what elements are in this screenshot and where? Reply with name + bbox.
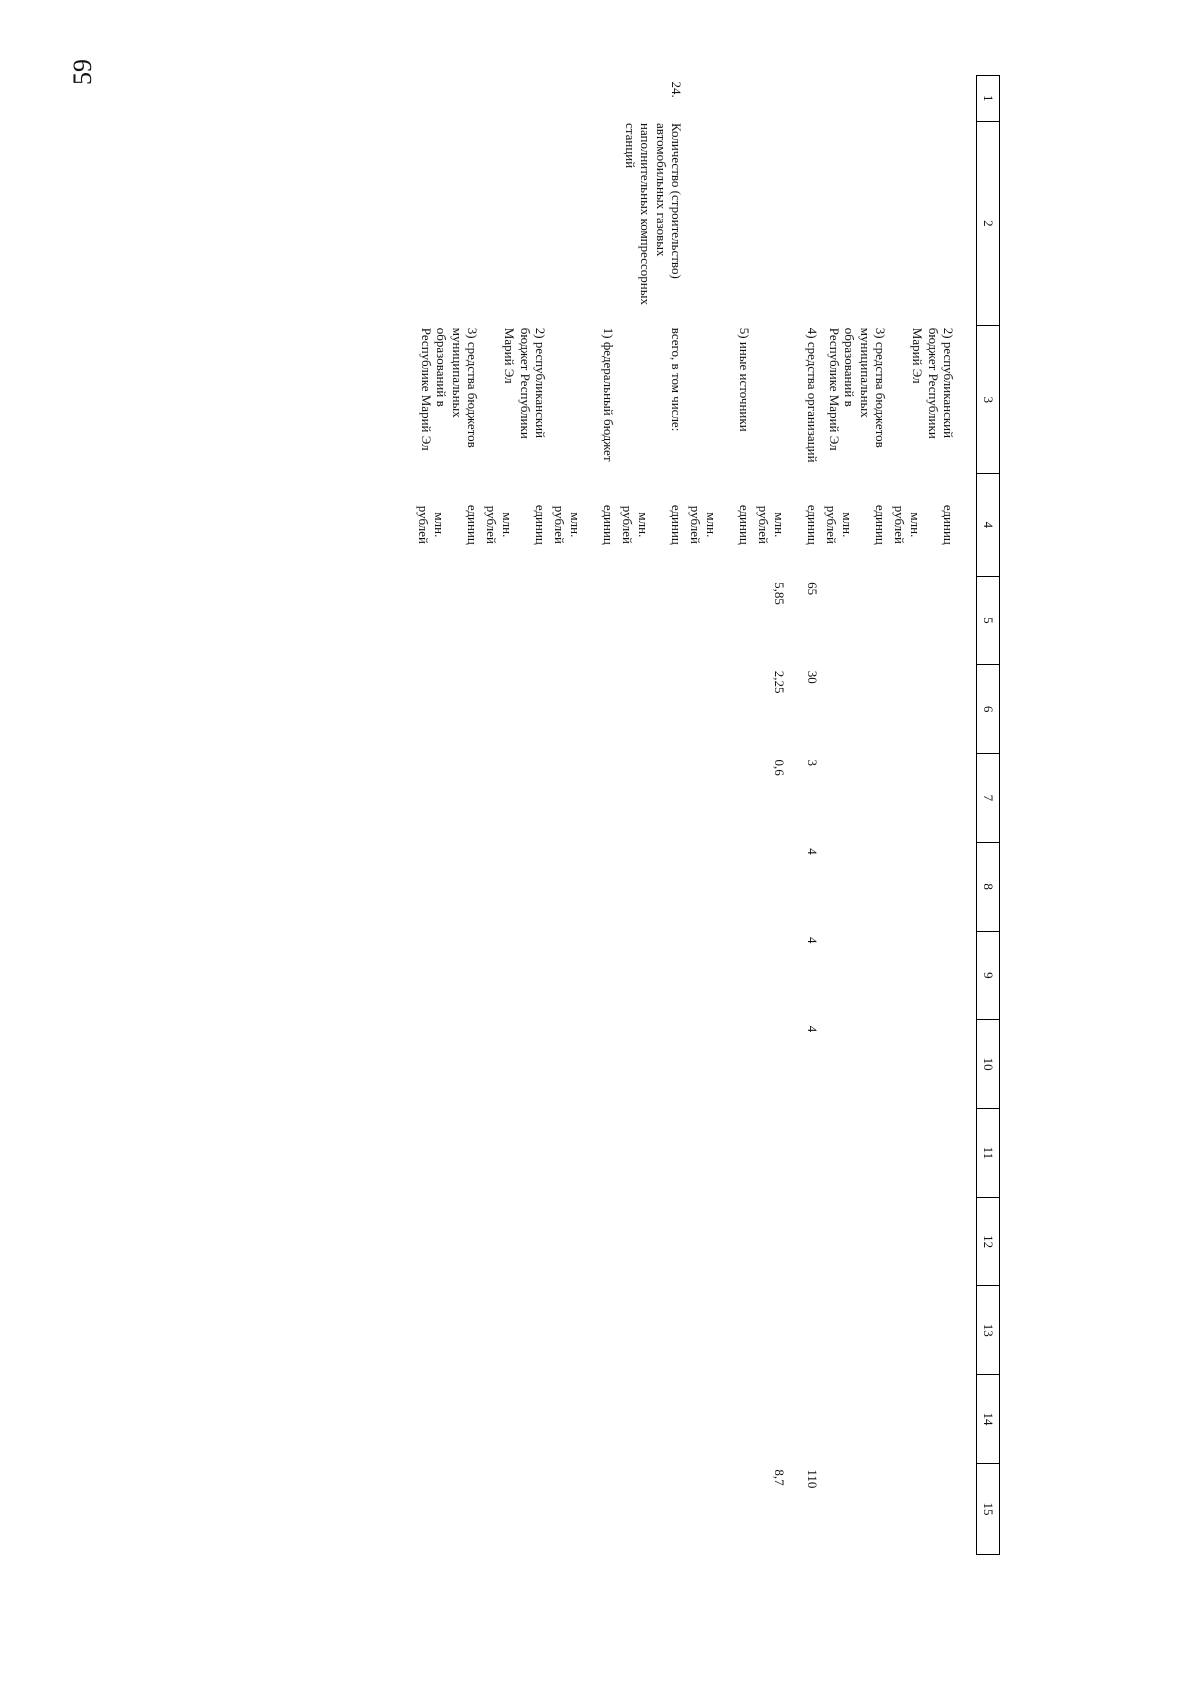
value-col-6 [482,665,550,754]
value-col-13 [550,1286,618,1375]
value-col-14 [754,1375,822,1464]
row-number [618,76,686,122]
value-col-12 [618,1197,686,1286]
value-col-12 [686,1197,754,1286]
row-number-value: 24. [669,81,685,98]
funding-source-value: 1) федеральный бюджет [601,327,617,462]
unit-of-measure-value: единиц [533,504,549,545]
value-col-12 [414,1197,482,1286]
value-col-14 [686,1375,754,1464]
value-col-9 [890,931,958,1020]
value-col-8 [754,842,822,931]
unit-of-measure-mln-value: млн. рублей [892,505,923,544]
value-col-6 [686,665,754,754]
value-col-13 [686,1286,754,1375]
value-col-5 [822,576,890,665]
value-col-7-value: 3 [805,759,821,767]
value-col-15 [414,1463,482,1554]
value-col-9 [822,931,890,1020]
value-col-7 [414,754,482,843]
value-col-13 [822,1286,890,1375]
unit-of-measure-mln-value: млн. рублей [552,505,583,544]
indicator-name [414,121,482,326]
value-col-6 [754,665,822,754]
unit-of-measure [822,474,890,576]
column-number-10: 10 [977,1020,1000,1109]
value-col-14 [550,1375,618,1464]
value-col-15-mln-value: 8,7 [771,1469,787,1486]
value-col-14 [482,1375,550,1464]
value-col-6-value: 30 [805,670,821,684]
indicator-name [822,121,890,326]
table-row [890,76,958,1555]
value-col-12 [550,1197,618,1286]
unit-of-measure-mln-value: млн. рублей [416,505,447,544]
value-col-8 [822,842,890,931]
value-col-7 [482,754,550,843]
value-col-9 [550,931,618,1020]
table-row [754,76,822,1555]
value-col-12 [754,1197,822,1286]
funding-source [414,326,482,474]
value-col-13 [618,1286,686,1375]
value-col-6 [822,665,890,754]
funding-source [890,326,958,474]
value-col-6 [414,665,482,754]
value-col-14 [618,1375,686,1464]
funding-source [482,326,550,474]
row-number [822,76,890,122]
value-col-15 [890,1463,958,1554]
value-col-11 [550,1108,618,1197]
unit-of-measure-mln-value: млн. рублей [756,505,787,544]
value-col-9 [482,931,550,1020]
column-number-header [977,76,1000,1555]
value-col-7 [550,754,618,843]
indicators-table [414,75,1000,1555]
indicator-name [686,121,754,326]
value-col-11 [618,1108,686,1197]
table-row [822,76,890,1555]
indicator-name [754,121,822,326]
value-col-7-mln-value: 0,6 [771,759,787,776]
unit-of-measure-mln-value: млн. рублей [620,505,651,544]
table-body [414,76,976,1555]
value-col-10 [618,1020,686,1109]
table-row [550,76,618,1555]
value-col-6-mln-value: 2,25 [771,670,787,694]
unit-of-measure [414,474,482,576]
value-col-14 [890,1375,958,1464]
row-number [482,76,550,122]
indicator-name [550,121,618,326]
funding-source [618,326,686,474]
column-number-12: 12 [977,1197,1000,1286]
value-col-5 [414,576,482,665]
value-col-7 [890,754,958,843]
value-col-10-value: 4 [805,1025,821,1033]
value-col-5-value: 65 [805,582,821,596]
value-col-7 [754,754,822,843]
value-col-8 [686,842,754,931]
funding-source-value: 5) иные источники [737,327,753,432]
value-col-13 [482,1286,550,1375]
unit-of-measure-value: единиц [941,504,956,545]
value-col-5 [754,576,822,665]
value-col-9 [754,931,822,1020]
value-col-15 [822,1463,890,1554]
value-col-6 [550,665,618,754]
column-number-6: 6 [977,665,1000,754]
column-number-2: 2 [977,121,1000,326]
spacer-row [958,76,977,1555]
table-row [618,76,686,1555]
funding-source-value: всего, в том числе: [669,327,685,432]
funding-source-value: 2) республиканский бюджет Республики Марий Эл [502,327,549,439]
column-number-11: 11 [977,1108,1000,1197]
value-col-10 [754,1020,822,1109]
row-number [686,76,754,122]
unit-of-measure-value: единиц [805,504,821,545]
value-col-11 [414,1108,482,1197]
column-number-1: 1 [977,76,1000,122]
value-col-15 [618,1463,686,1554]
column-number-7: 7 [977,754,1000,843]
value-col-5 [550,576,618,665]
value-col-14 [414,1375,482,1464]
funding-source [686,326,754,474]
value-col-15 [686,1463,754,1554]
value-col-8 [618,842,686,931]
value-col-13 [754,1286,822,1375]
column-number-15: 15 [977,1463,1000,1554]
value-col-11 [686,1108,754,1197]
unit-of-measure-mln-value: млн. рублей [688,505,719,544]
row-number [550,76,618,122]
value-col-6 [618,665,686,754]
unit-of-measure-value: единиц [465,504,481,545]
indicator-name [618,121,686,326]
value-col-13 [890,1286,958,1375]
value-col-9 [686,931,754,1020]
rotated-table-sheet [200,75,1000,1555]
column-number-8: 8 [977,842,1000,931]
table-row [414,76,482,1555]
unit-of-measure-value: единиц [669,504,685,545]
value-col-10 [550,1020,618,1109]
row-number [890,76,958,122]
unit-of-measure [754,474,822,576]
unit-of-measure [890,474,958,576]
value-col-5-mln-value: 5,85 [771,582,787,605]
funding-source [822,326,890,474]
value-col-9 [414,931,482,1020]
unit-of-measure-value: единиц [601,504,617,545]
unit-of-measure [482,474,550,576]
value-col-7 [618,754,686,843]
value-col-10 [482,1020,550,1109]
table-row [686,76,754,1555]
value-col-13 [414,1286,482,1375]
value-col-10 [890,1020,958,1109]
value-col-15 [550,1463,618,1554]
value-col-15-value: 110 [805,1469,821,1489]
column-number-13: 13 [977,1286,1000,1375]
table-row [482,76,550,1555]
value-col-7 [822,754,890,843]
indicator-name [890,121,958,326]
value-col-5 [890,576,958,665]
value-col-8 [414,842,482,931]
row-number [754,76,822,122]
unit-of-measure-value: единиц [873,504,889,545]
value-col-8 [550,842,618,931]
unit-of-measure-value: единиц [737,504,753,545]
page-number: 59 [68,59,97,85]
funding-source [754,326,822,474]
value-col-11 [822,1108,890,1197]
value-col-5 [686,576,754,665]
row-number [414,76,482,122]
value-col-8 [890,842,958,931]
value-col-12 [482,1197,550,1286]
column-number-5: 5 [977,576,1000,665]
value-col-10 [822,1020,890,1109]
value-col-11 [890,1108,958,1197]
unit-of-measure-mln-value: млн. рублей [484,505,515,544]
unit-of-measure [618,474,686,576]
value-col-5 [482,576,550,665]
indicator-name [482,121,550,326]
value-col-8-value: 4 [805,848,821,855]
column-number-3: 3 [977,326,1000,474]
unit-of-measure [686,474,754,576]
value-col-11 [482,1108,550,1197]
value-col-10 [686,1020,754,1109]
value-col-14 [822,1375,890,1464]
unit-of-measure [550,474,618,576]
value-col-15 [482,1463,550,1554]
value-col-9-value: 4 [805,937,821,944]
value-col-10 [414,1020,482,1109]
funding-source [550,326,618,474]
funding-source-value: 2) республиканский бюджет Республики Марий Эл [910,327,956,439]
unit-of-measure-mln-value: млн. рублей [824,505,855,544]
value-col-12 [822,1197,890,1286]
value-col-15 [754,1463,822,1554]
column-number-9: 9 [977,931,1000,1020]
value-col-9 [618,931,686,1020]
value-col-6 [890,665,958,754]
value-col-11 [754,1108,822,1197]
funding-source-value: 4) средства организаций [805,327,821,463]
value-col-12 [890,1197,958,1286]
column-number-4: 4 [977,474,1000,576]
indicator-name-value: Количество (строительство) автомобильных газовых наполнительных компрессорных станций [623,123,685,305]
value-col-7 [686,754,754,843]
funding-source-value: 3) средства бюджетов муниципальных образований в Республике Марий Эл [419,327,481,451]
funding-source-value: 3) средства бюджетов муниципальных образований в Республике Марий Эл [827,327,889,451]
value-col-8 [482,842,550,931]
column-number-14: 14 [977,1375,1000,1464]
value-col-5 [618,576,686,665]
